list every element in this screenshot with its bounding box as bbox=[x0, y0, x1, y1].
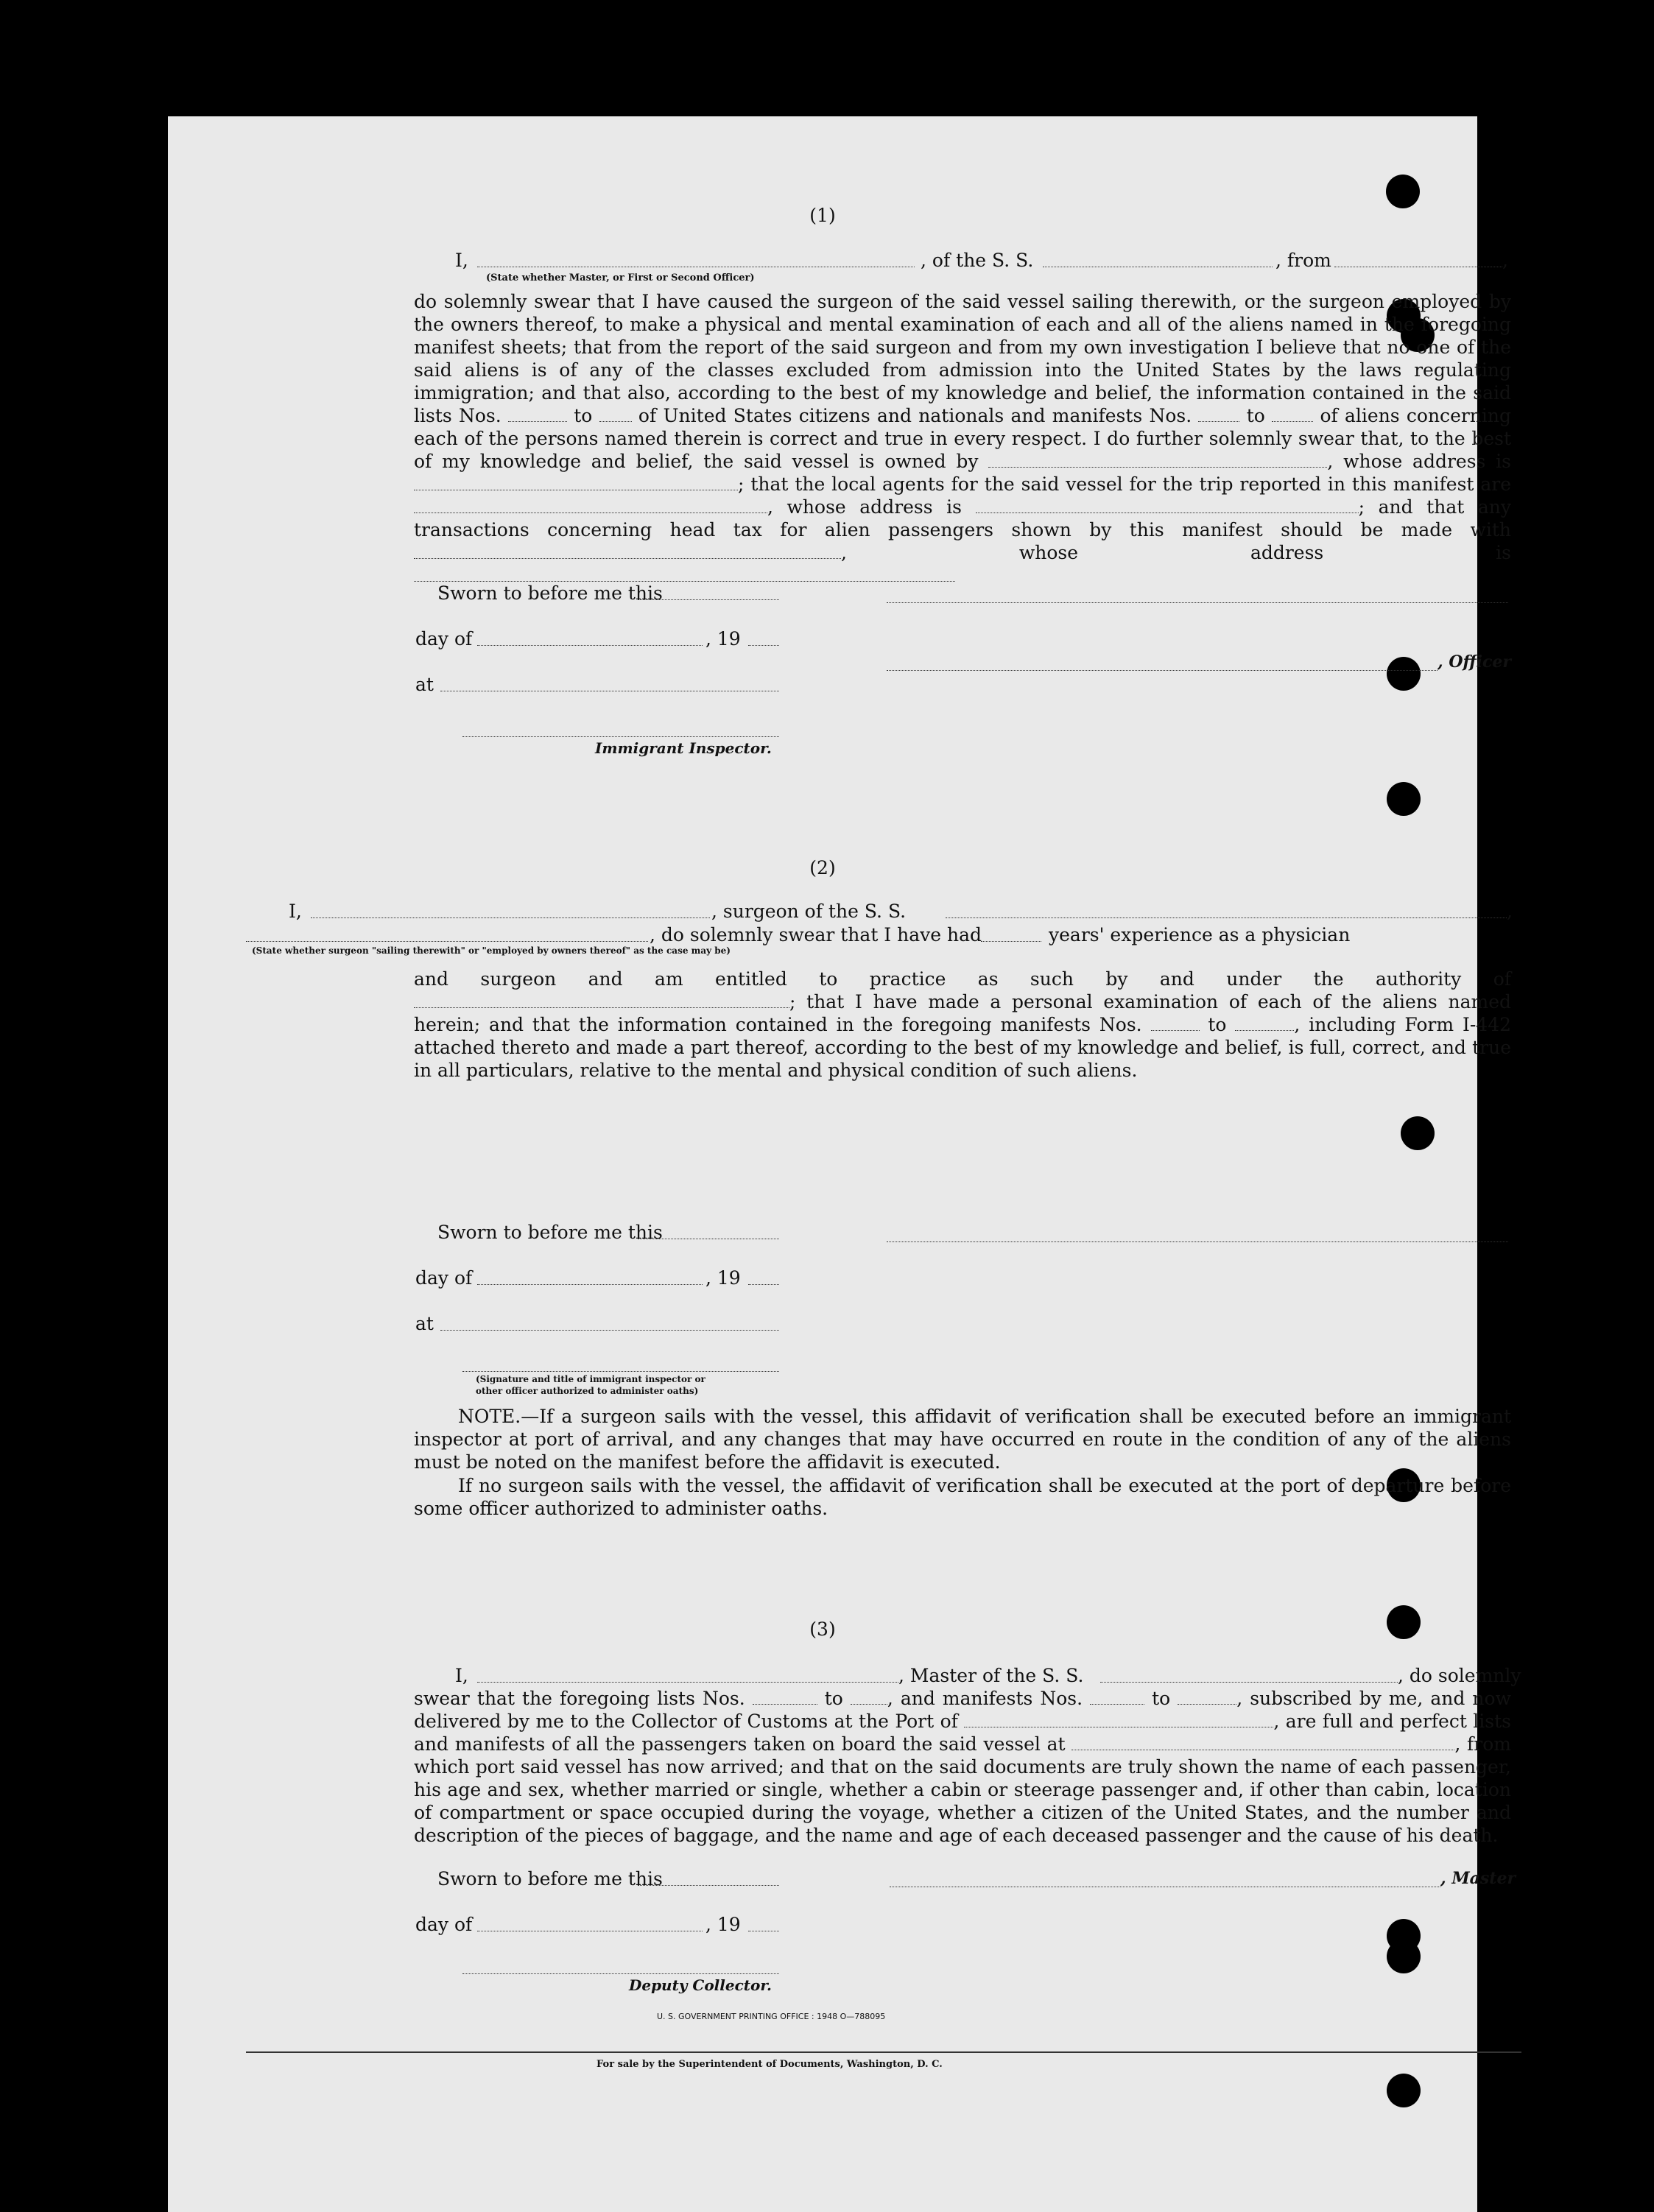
label-master-of-ss: , Master of the S. S. bbox=[898, 1665, 1084, 1686]
s1-text-to1: to bbox=[574, 405, 593, 426]
year-field[interactable] bbox=[748, 1268, 779, 1285]
inspector-signature-line[interactable] bbox=[462, 736, 779, 737]
punch-hole bbox=[1387, 2074, 1421, 2107]
s2-text-b: ; that I have made a personal examination of each of the aliens named herein; and that the information contained in the foregoing manifests Nos. bbox=[414, 991, 1511, 1035]
form-sheet bbox=[168, 116, 1521, 2212]
punch-hole bbox=[1401, 1116, 1435, 1150]
label-day-of: day of bbox=[415, 628, 473, 649]
s1-text-a: do solemnly swear that I have caused the surgeon of the said vessel sailing therewith, or the surgeon employed by the owners thereof, to make a physical and mental examination of each and all of the aliens named in the foregoing manifest sheets; that from the report of the said surgeon and from my own investigation I believe that no one of the said aliens is of any of the classes excluded from admission into the United States by the laws regulating immigration; and that also, according to the best of my knowledge and belief, the information contained in the said lists Nos. bbox=[414, 291, 1511, 426]
master-name-field[interactable] bbox=[477, 1666, 898, 1683]
from-port-field[interactable] bbox=[1334, 250, 1502, 267]
master-label: , Master bbox=[1440, 1869, 1516, 1888]
at-field[interactable] bbox=[440, 1314, 779, 1331]
collector-port-field[interactable] bbox=[964, 1711, 1273, 1727]
note-text-1: —If a surgeon sails with the vessel, this affidavit of verification shall be executed before an immigrant inspector at port of arrival, and any changes that may have occurred en route in the condition of any of the aliens must be noted on the manifest before the affidavit is executed. bbox=[414, 1406, 1511, 1473]
s2-text-c: , including Form I-442 attached thereto and made a part thereof, according to the best of my knowledge and belief, is full, correct, and true in all particulars, relative to the mental and physical condition of such aliens. bbox=[414, 1014, 1512, 1081]
s3-manifests-from-field[interactable] bbox=[1090, 1688, 1144, 1705]
section-3-number: (3) bbox=[809, 1619, 836, 1640]
oath-officer-signature-line[interactable] bbox=[462, 1371, 779, 1372]
sale-notice: For sale by the Superintendent of Documents, Washington, D. C. bbox=[597, 2059, 943, 2070]
label-of-the-ss: , of the S. S. bbox=[921, 250, 1034, 271]
s3-text-to2: to bbox=[1152, 1688, 1171, 1709]
s1-text-e: ; that the local agents for the said vessel for the trip reported in this manifest are bbox=[738, 473, 1511, 495]
owner-field[interactable] bbox=[988, 451, 1327, 468]
s3-manifests-to-field[interactable] bbox=[1178, 1688, 1236, 1705]
label-sworn: Sworn to before me this bbox=[437, 1868, 663, 1889]
s1-text-d: , whose address is bbox=[1327, 451, 1511, 472]
section-3-paragraph bbox=[414, 1687, 1511, 1847]
officer-title-line[interactable] bbox=[887, 670, 1437, 671]
manifests-from-field[interactable] bbox=[1198, 405, 1239, 422]
label-solemnly-swear: , do solemnly swear that I have had bbox=[650, 924, 982, 945]
label-day-of: day of bbox=[415, 1267, 473, 1289]
caption-officer: (State whether Master, or First or Second Officer) bbox=[486, 272, 755, 283]
footer-rule bbox=[246, 2051, 1521, 2053]
s1-text-b: of United States citizens and nationals and manifests Nos. bbox=[638, 405, 1192, 426]
section-1-number: (1) bbox=[809, 205, 836, 226]
at-field[interactable] bbox=[440, 674, 779, 691]
officer-label: , Officer bbox=[1437, 652, 1512, 672]
master-vessel-field[interactable] bbox=[1100, 1666, 1398, 1683]
gpo-imprint: U. S. GOVERNMENT PRINTING OFFICE : 1948 O—788095 bbox=[657, 2012, 886, 2021]
inspector-label: Immigrant Inspector. bbox=[595, 739, 772, 757]
lists-to-field[interactable] bbox=[599, 405, 632, 422]
label-nineteen: , 19 bbox=[705, 628, 741, 649]
collector-label: Deputy Collector. bbox=[629, 1976, 773, 1994]
note-paragraph-2 bbox=[414, 1474, 1511, 1520]
label-nineteen: , 19 bbox=[705, 1267, 741, 1289]
line-end: , bbox=[1502, 250, 1508, 271]
s3-lists-from-field[interactable] bbox=[753, 1688, 817, 1705]
punch-hole bbox=[1387, 657, 1421, 691]
label-from: , from bbox=[1275, 250, 1331, 271]
departure-port-field[interactable] bbox=[1071, 1733, 1454, 1750]
sworn-date-field[interactable] bbox=[638, 583, 779, 600]
s3-text-b: , and manifests Nos. bbox=[887, 1688, 1083, 1709]
label-day-of: day of bbox=[415, 1914, 473, 1935]
s3-text-d: , are full and perfect lists and manifests of all the passengers taken on board the said vessel at bbox=[414, 1711, 1511, 1755]
manifests-to-field[interactable] bbox=[1272, 405, 1313, 422]
section-2-number: (2) bbox=[809, 857, 836, 878]
s3-text-e: , from which port said vessel has now arrived; and that on the said documents are truly shown the name of each passenger, his age and sex, whether married or single, whether a cabin or steerage passenger and, if other than cabin, location of compartment or space occupied during the voyage, whether a citizen of the United States, and the number and description of the pieces of baggage, and the name and age of each deceased passenger and the cause of his death. bbox=[414, 1733, 1512, 1846]
authority-field[interactable] bbox=[414, 991, 789, 1008]
label-I: I, bbox=[289, 901, 302, 922]
s2-text-a: and surgeon and am entitled to practice as such by and under the authority of bbox=[414, 968, 1511, 990]
punch-hole bbox=[1387, 782, 1421, 816]
line-end: , bbox=[1507, 901, 1513, 922]
caption-signature-2: other officer authorized to administer oaths) bbox=[476, 1386, 699, 1396]
label-sworn: Sworn to before me this bbox=[437, 1222, 663, 1243]
s1-text-to2: to bbox=[1246, 405, 1265, 426]
day-field[interactable] bbox=[477, 1268, 703, 1285]
s3-text-c: , subscribed by me, and now delivered by me to the Collector of Customs at the Port of bbox=[414, 1688, 1511, 1732]
officer-name-field[interactable] bbox=[477, 250, 915, 267]
s3-text-to1: to bbox=[824, 1688, 843, 1709]
surgeon-signature-line[interactable] bbox=[887, 1241, 1508, 1242]
label-I: I, bbox=[455, 250, 468, 271]
caption-surgeon: (State whether surgeon "sailing therewith" or "employed by owners thereof" as the case may be) bbox=[252, 945, 731, 956]
note-text-2: If no surgeon sails with the vessel, the affidavit of verification shall be executed at the port of departure before some officer authorized to administer oaths. bbox=[414, 1475, 1511, 1519]
punch-hole bbox=[1386, 175, 1420, 208]
note-paragraph bbox=[414, 1405, 1511, 1473]
label-at: at bbox=[415, 674, 434, 695]
sworn-date-field[interactable] bbox=[638, 1222, 779, 1239]
section-1-paragraph bbox=[414, 290, 1511, 587]
s3-text-a: swear that the foregoing lists Nos. bbox=[414, 1688, 745, 1709]
punch-hole bbox=[1387, 1940, 1421, 1973]
year-field[interactable] bbox=[748, 1915, 779, 1931]
s1-text-f: , whose address is bbox=[767, 496, 962, 518]
collector-signature-line[interactable] bbox=[462, 1973, 779, 1974]
day-field[interactable] bbox=[477, 629, 703, 646]
agents-address-field[interactable] bbox=[976, 496, 1359, 513]
surgeon-status-field[interactable] bbox=[246, 925, 648, 942]
note-label: NOTE. bbox=[458, 1406, 521, 1427]
caption-signature-1: (Signature and title of immigrant inspector or bbox=[476, 1374, 705, 1384]
day-field[interactable] bbox=[477, 1915, 703, 1931]
years-field[interactable] bbox=[981, 925, 1041, 942]
s2-manifests-from-field[interactable] bbox=[1151, 1014, 1200, 1031]
label-do-solemnly: , do solemnly bbox=[1398, 1665, 1521, 1686]
label-surgeon-ss: , surgeon of the S. S. bbox=[711, 901, 907, 922]
s2-text-to: to bbox=[1208, 1014, 1227, 1035]
sworn-date-field[interactable] bbox=[638, 1869, 779, 1886]
section-2-paragraph bbox=[414, 968, 1511, 1082]
year-field[interactable] bbox=[748, 629, 779, 646]
head-tax-field[interactable] bbox=[414, 542, 841, 559]
officer-signature-line[interactable] bbox=[887, 602, 1508, 603]
head-tax-address-field[interactable] bbox=[414, 565, 955, 582]
agents-field[interactable] bbox=[414, 496, 767, 513]
s1-text-h: , whose address is bbox=[841, 542, 1511, 563]
label-nineteen: , 19 bbox=[705, 1914, 741, 1935]
lists-from-field[interactable] bbox=[508, 405, 567, 422]
s1-text-g: ; and that any transactions concerning head tax for alien passengers shown by this manifest should be made with bbox=[414, 496, 1511, 540]
owner-address-field[interactable] bbox=[414, 473, 738, 490]
surgeon-name-field[interactable] bbox=[311, 901, 710, 918]
s3-lists-to-field[interactable] bbox=[851, 1688, 887, 1705]
vessel-name-field[interactable] bbox=[1043, 250, 1273, 267]
label-at: at bbox=[415, 1313, 434, 1334]
label-I: I, bbox=[455, 1665, 468, 1686]
s1-text-c: of aliens concerning each of the persons named therein is correct and true in every respect. I do further solemnly swear that, to the best of my knowledge and belief, the said vessel is owned by bbox=[414, 405, 1512, 472]
s2-manifests-to-field[interactable] bbox=[1235, 1014, 1294, 1031]
label-years-experience: years' experience as a physician bbox=[1049, 924, 1351, 945]
surgeon-vessel-field[interactable] bbox=[946, 901, 1507, 918]
label-sworn: Sworn to before me this bbox=[437, 582, 663, 604]
